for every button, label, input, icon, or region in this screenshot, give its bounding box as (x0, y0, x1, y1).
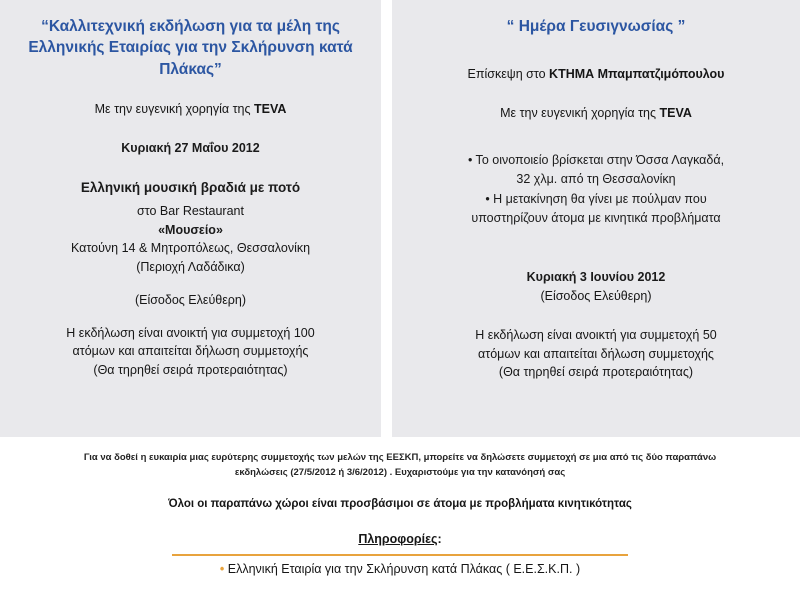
right-bullet-2-line-1: • Η μετακίνηση θα γίνει με πούλμαν που (485, 191, 707, 206)
left-event-description: Ελληνική μουσική βραδιά με ποτό (80, 179, 301, 195)
spacer (18, 119, 363, 139)
right-bullet-1-line-1: • Το οινοποιείο βρίσκεται στην Όσσα Λαγκαδά, (467, 152, 725, 167)
spacer (410, 37, 782, 57)
right-capacity-line-1: Η εκδήλωση είναι ανοικτή για συμμετοχή 50 (475, 327, 717, 342)
info-list-item-label: Ελληνική Εταιρία για την Σκλήρυνση κατά Πλάκας ( Ε.Ε.Σ.Κ.Π. ) (227, 562, 581, 577)
left-capacity-line-1: Η εκδήλωση είναι ανοικτή για συμμετοχή 100 (66, 325, 315, 340)
spacer (410, 57, 782, 65)
right-entry-note: (Είσοδος Ελεύθερη) (540, 289, 652, 304)
participation-note (0, 437, 800, 480)
right-visit-prefix: Επίσκεψη στο (467, 67, 550, 82)
right-capacity-line-2: ατόμων και απαιτείται δήλωση συμμετοχής (478, 346, 714, 361)
participation-note-line-2: εκδηλώσεις (27/5/2012 ή 3/6/2012) . Ευχαριστούμε για την κατανόησή σας (234, 467, 566, 479)
left-venue-district: (Περιοχή Λαδάδικα) (136, 260, 245, 275)
info-heading-underlined: Πληροφορίες (358, 532, 438, 547)
left-panel-title: “Καλλιτεχνική εκδήλωση για τα μέλη της Ελληνικής Εταιρίας για την Σκλήρυνση κατά Πλάκας” (28, 18, 353, 78)
participation-note-line-1: Για να δοθεί η ευκαιρία μιας ευρύτερης συμμετοχής των μελών της ΕΕΣΚΠ, μπορείτε να δηλώσετε συμμετοχή σε μια από τις δύο παραπάνω (83, 452, 717, 463)
left-venue-name: «Μουσείο» (158, 222, 223, 237)
left-sponsor-prefix: Με την ευγενική χορηγία της (94, 102, 254, 117)
accessibility-note: Όλοι οι παραπάνω χώροι είναι προσβάσιμοι σε άτομα με προβλήματα κινητικότητας (168, 498, 632, 511)
right-sponsor-line (410, 104, 782, 123)
left-sponsor-name: TEVA (253, 102, 287, 117)
left-event-panel (0, 0, 381, 437)
right-event-panel (392, 0, 800, 437)
spacer (410, 84, 782, 104)
left-event-date: Κυριακή 27 Μαΐου 2012 (121, 140, 260, 155)
right-visit-place: ΚΤΗΜΑ Μπαμπατζιμόπουλου (549, 67, 725, 82)
spacer (410, 248, 782, 268)
right-event-date: Κυριακή 3 Ιουνίου 2012 (526, 270, 666, 285)
left-sponsor-line (18, 100, 363, 119)
left-capacity-line-2: ατόμων και απαιτείται δήλωση συμμετοχής (72, 344, 309, 359)
spacer (18, 310, 363, 324)
right-sponsor-prefix: Με την ευγενική χορηγία της (500, 106, 660, 121)
info-list-item (0, 556, 800, 576)
right-capacity-line-3: (Θα τηρηθεί σειρά προτεραιότητας) (498, 365, 694, 380)
left-capacity-line-3: (Θα τηρηθεί σειρά προτεραιότητας) (93, 363, 288, 378)
info-heading-colon: : (437, 532, 442, 547)
left-venue-prefix: στο Bar Restaurant (137, 203, 244, 218)
bullet-icon: • (219, 562, 225, 577)
spacer (410, 123, 782, 143)
left-entry-note: (Είσοδος Ελεύθερη) (134, 292, 247, 307)
right-bullet-1-line-2: 32 χλμ. από τη Θεσσαλονίκη (516, 172, 676, 187)
spacer (410, 228, 782, 248)
right-panel-title: “ Ημέρα Γευσιγνωσίας ” (506, 18, 686, 35)
panel-divider (381, 0, 392, 437)
right-bullet-2-line-2: υποστηρίζουν άτομα με κινητικά προβλήματα (471, 211, 721, 225)
spacer (18, 158, 363, 178)
spacer (410, 306, 782, 326)
right-sponsor-name: TEVA (659, 106, 692, 121)
spacer (18, 80, 363, 100)
right-visit-line (410, 65, 782, 84)
info-heading (0, 510, 800, 546)
spacer (18, 277, 363, 291)
left-venue-address: Κατούνη 14 & Μητροπόλεως, Θεσσαλονίκη (70, 241, 311, 256)
spacer (410, 143, 782, 151)
